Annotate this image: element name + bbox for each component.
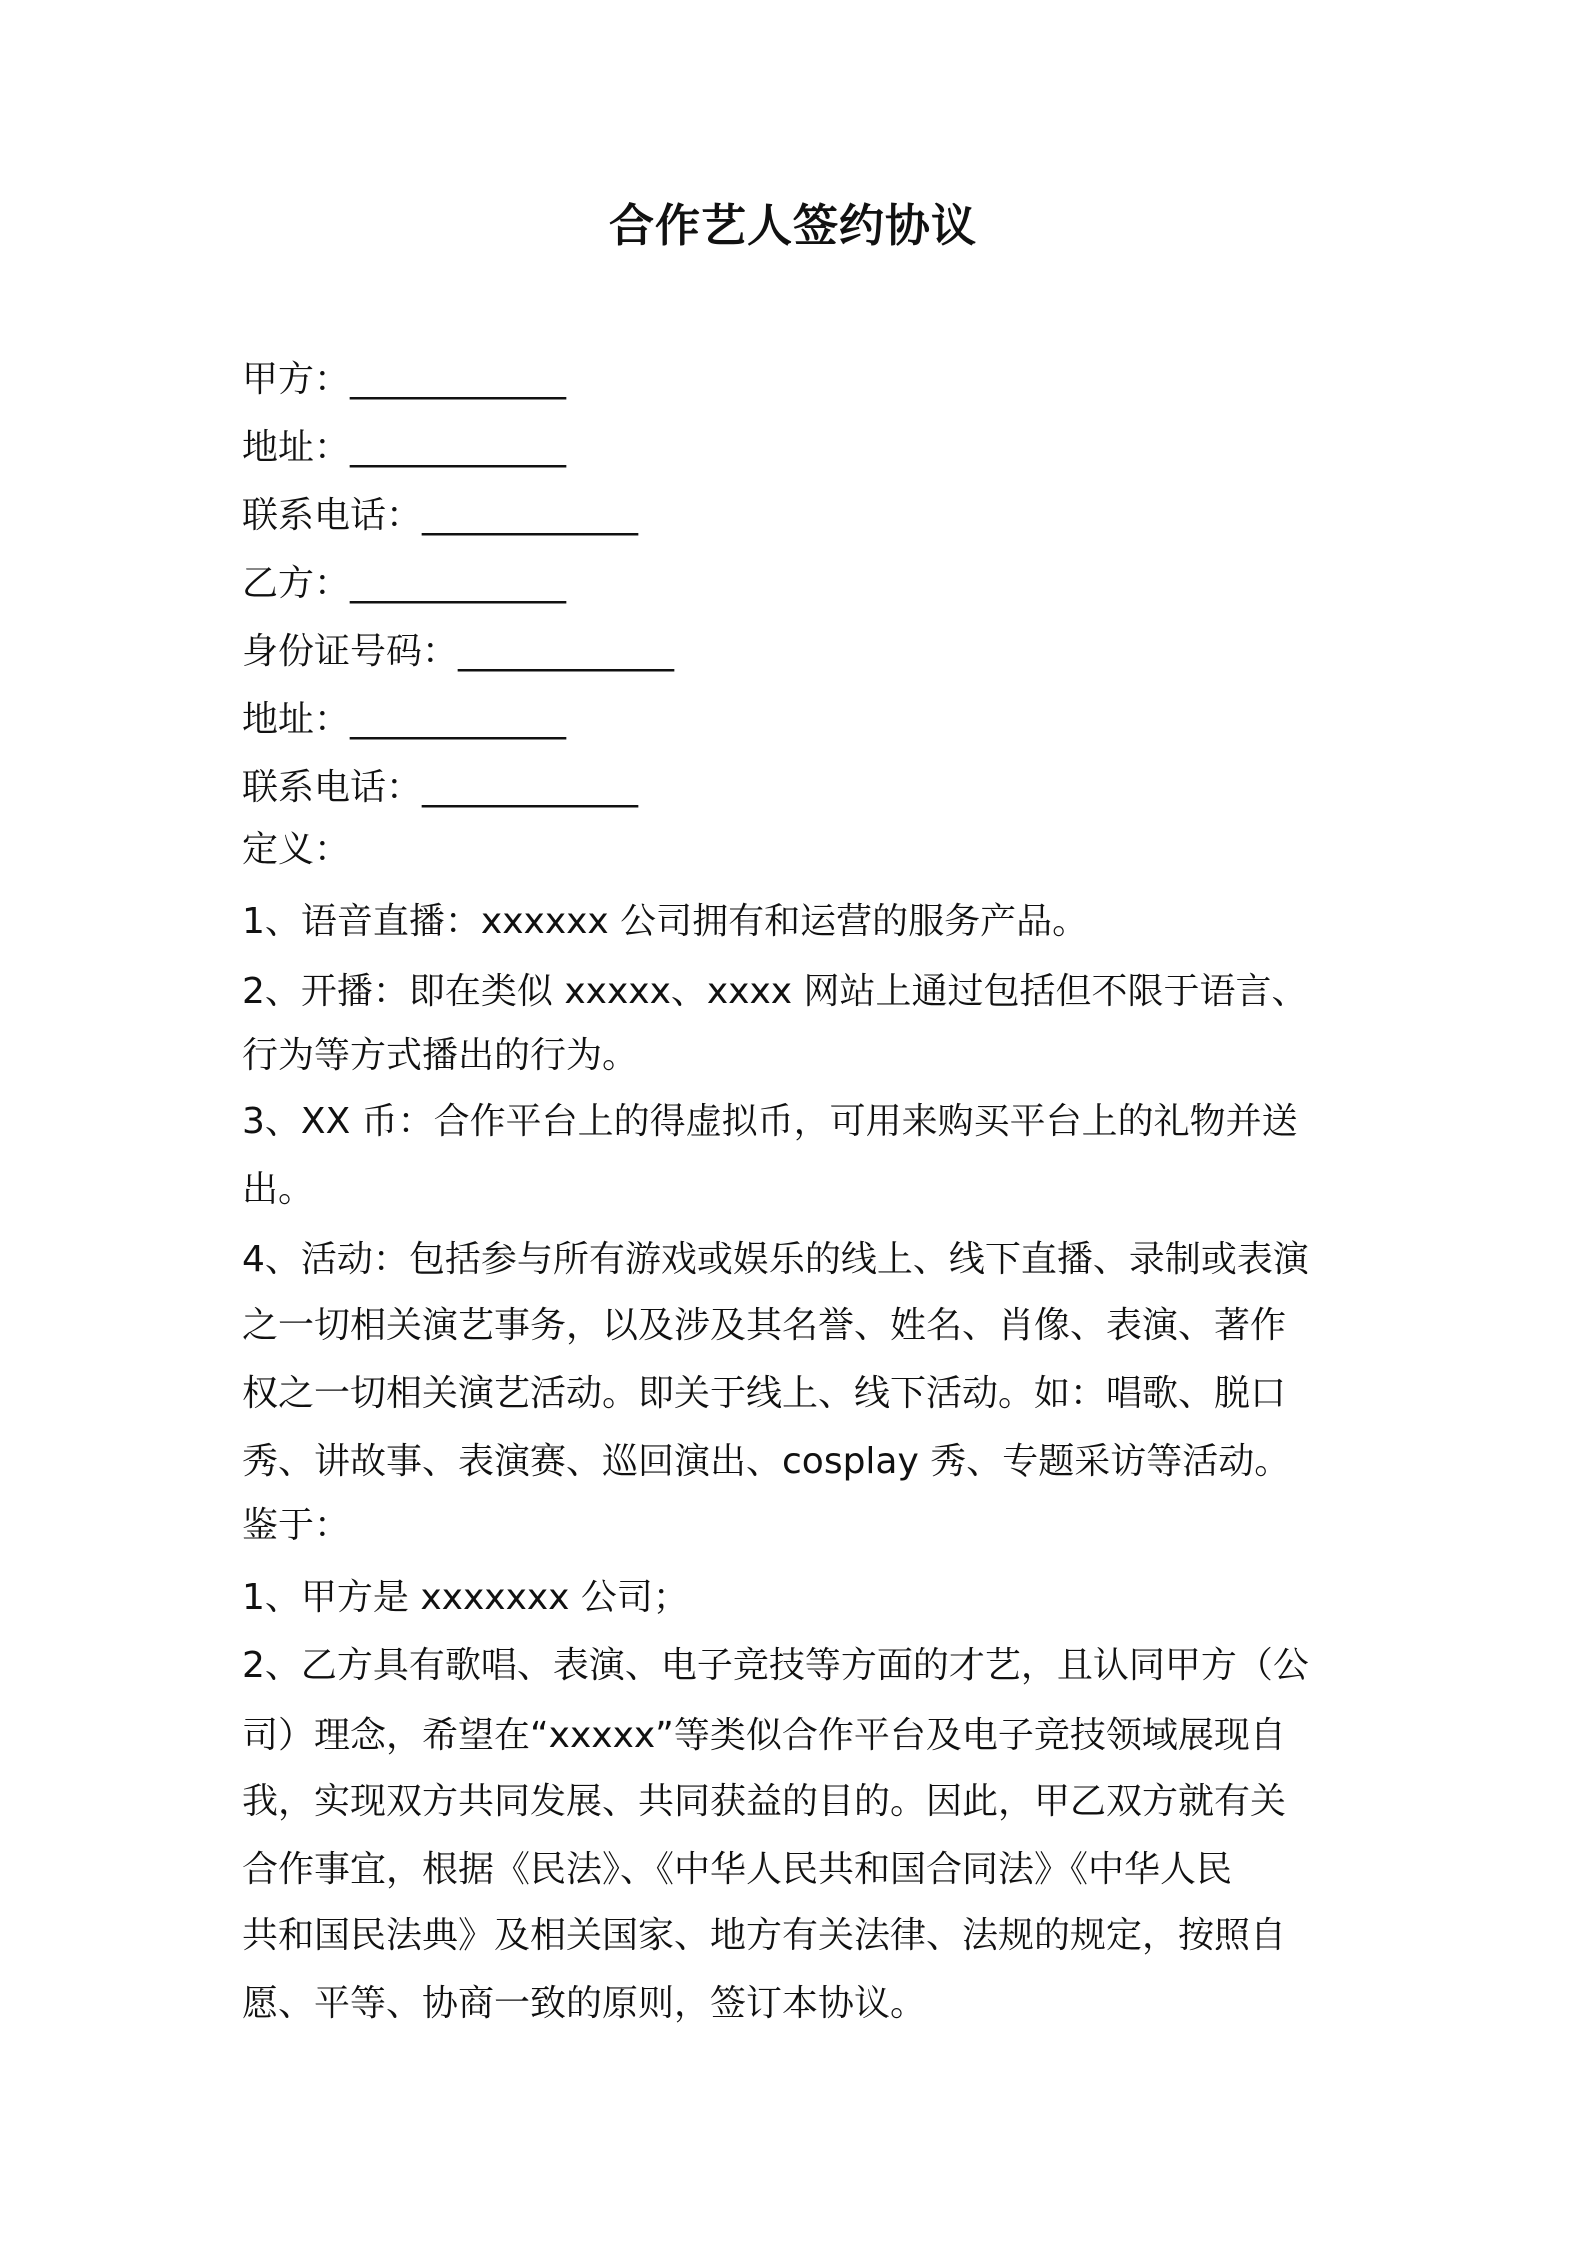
party-b-id-line: 身份证号码：____________: [242, 631, 675, 672]
definition-item-3-line-1: 3、XX 币：合作平台上的得虚拟币，可用来购买平台上的礼物并送: [242, 1101, 1298, 1142]
whereas-item-2-line-2: 司）理念，希望在“xxxxx”等类似合作平台及电子竞技领域展现自: [242, 1715, 1286, 1756]
whereas-item-2-line-3: 我，实现双方共同发展、共同获益的目的。因此，甲乙双方就有关: [242, 1781, 1287, 1822]
party-a-line: 甲方：____________: [242, 359, 567, 400]
definitions-heading: 定义：: [242, 829, 351, 870]
definition-item-3-line-2: 出。: [242, 1169, 315, 1210]
definition-item-2-line-1: 2、开播：即在类似 xxxxx、xxxx 网站上通过包括但不限于语言、: [242, 971, 1308, 1012]
party-a-phone-line: 联系电话：____________: [242, 495, 639, 536]
whereas-item-2-line-6: 愿、平等、协商一致的原则，签订本协议。: [242, 1983, 927, 2024]
definition-item-4-line-1: 4、活动：包括参与所有游戏或娱乐的线上、线下直播、录制或表演: [242, 1239, 1309, 1280]
party-b-line: 乙方：____________: [242, 563, 567, 604]
party-b-phone-line: 联系电话：____________: [242, 767, 639, 808]
party-b-address-line: 地址：____________: [242, 699, 567, 740]
whereas-heading: 鉴于：: [242, 1505, 351, 1546]
whereas-item-2-line-4: 合作事宜，根据《民法》、《中华人民共和国合同法》《中华人民: [242, 1849, 1233, 1890]
whereas-item-1: 1、甲方是 xxxxxxx 公司；: [242, 1577, 689, 1618]
definition-item-4-line-3: 权之一切相关演艺活动。即关于线上、线下活动。如：唱歌、脱口: [242, 1373, 1287, 1414]
definition-item-4-line-4: 秀、讲故事、表演赛、巡回演出、cosplay 秀、专题采访等活动。: [242, 1441, 1291, 1482]
document-title: 合作艺人签约协议: [608, 199, 977, 252]
whereas-item-2-line-5: 共和国民法典》及相关国家、地方有关法律、法规的规定，按照自: [242, 1915, 1287, 1956]
definition-item-4-line-2: 之一切相关演艺事务，以及涉及其名誉、姓名、肖像、表演、著作: [242, 1305, 1287, 1346]
party-a-address-line: 地址：____________: [242, 427, 567, 468]
whereas-item-2-line-1: 2、乙方具有歌唱、表演、电子竞技等方面的才艺，且认同甲方（公: [242, 1645, 1309, 1686]
definition-item-2-line-2: 行为等方式播出的行为。: [242, 1035, 639, 1076]
definition-item-1: 1、语音直播：xxxxxx 公司拥有和运营的服务产品。: [242, 901, 1089, 942]
